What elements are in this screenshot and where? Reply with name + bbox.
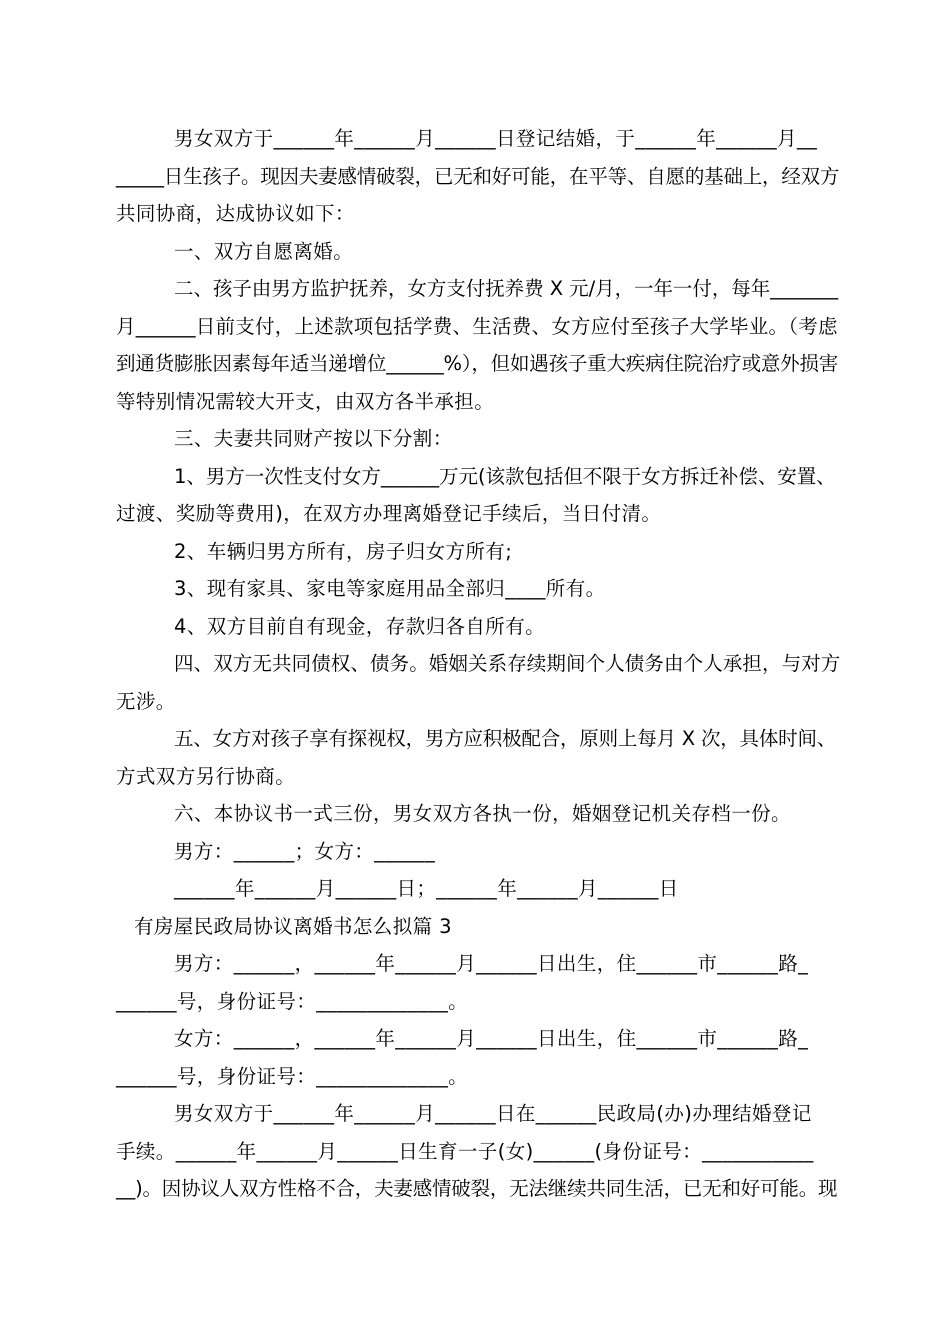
clause-2-line-4: 等特别情况需较大开支，由双方各半承担。 [116, 390, 495, 413]
clause-6: 六、本协议书一式三份，男女双方各执一份，婚姻登记机关存档一份。 [174, 802, 791, 825]
section-title: 有房屋民政局协议离婚书怎么拟篇 3 [134, 915, 452, 938]
clause-4-line-2: 无涉。 [116, 690, 176, 713]
clause-3-item-3: 3、现有家具、家电等家庭用品全部归____所有。 [174, 577, 606, 600]
clause-3-item-1-line-1: 1、男方一次性支付女方______万元(该款包括但不限于女方拆迁补偿、安置、 [174, 465, 836, 488]
marriage-paragraph-line-1: 男女双方于______年______月______日在______民政局(办)办理结婚登记 [174, 1102, 812, 1125]
clause-2-line-1: 二、孩子由男方监护抚养，女方支付抚养费 X 元/月，一年一付，每年_______ [174, 277, 839, 300]
party-female-line-1: 女方：______，______年______月______日出生，住______市______路_ [174, 1027, 809, 1050]
marriage-paragraph-line-2: 手续。______年______月______日生育一子(女)______(身份证号：___________ [116, 1140, 814, 1163]
clause-3-item-4: 4、双方目前自有现金，存款归各自所有。 [174, 615, 546, 638]
clause-4-line-1: 四、双方无共同债权、债务。婚姻关系存续期间个人债务由个人承担，与对方 [174, 652, 841, 675]
clause-5-line-2: 方式双方另行协商。 [116, 765, 296, 788]
marriage-paragraph-line-3: __)。因协议人双方性格不合，夫妻感情破裂，无法继续共同生活，已无和好可能。现 [116, 1177, 838, 1200]
paragraph-intro-line-3: 共同协商，达成协议如下： [116, 202, 355, 225]
clause-3-item-2: 2、车辆归男方所有，房子归女方所有; [174, 540, 513, 563]
paragraph-intro-line-2: _____日生孩子。现因夫妻感情破裂，已无和好可能，在平等、自愿的基础上，经双方 [116, 165, 840, 188]
clause-2-line-3: 到通货膨胀因素每年适当递增位______%），但如遇孩子重大疾病住院治疗或意外损害 [116, 352, 839, 375]
clause-1: 一、双方自愿离婚。 [174, 240, 354, 263]
paragraph-intro-line-1: 男女双方于______年______月______日登记结婚，于______年______月__ [174, 127, 818, 150]
party-male-line-1: 男方：______，______年______月______日出生，住______市______路_ [174, 952, 809, 975]
clause-3-heading: 三、夫妻共同财产按以下分割： [174, 427, 453, 450]
party-male-line-2: ______号，身份证号：_____________。 [116, 990, 469, 1013]
date-line: ______年______月______日；______年______月______日 [174, 877, 679, 900]
clause-2-line-2: 月______日前支付，上述款项包括学费、生活费、女方应付至孩子大学毕业。（考虑 [116, 315, 838, 338]
signature-line: 男方：______；女方：______ [174, 840, 436, 863]
clause-5-line-1: 五、女方对孩子享有探视权，男方应积极配合，原则上每月 X 次，具体时间、 [174, 727, 837, 750]
party-female-line-2: ______号，身份证号：_____________。 [116, 1065, 469, 1088]
clause-3-item-1-line-2: 过渡、奖励等费用)，在双方办理离婚登记手续后，当日付清。 [116, 502, 662, 525]
